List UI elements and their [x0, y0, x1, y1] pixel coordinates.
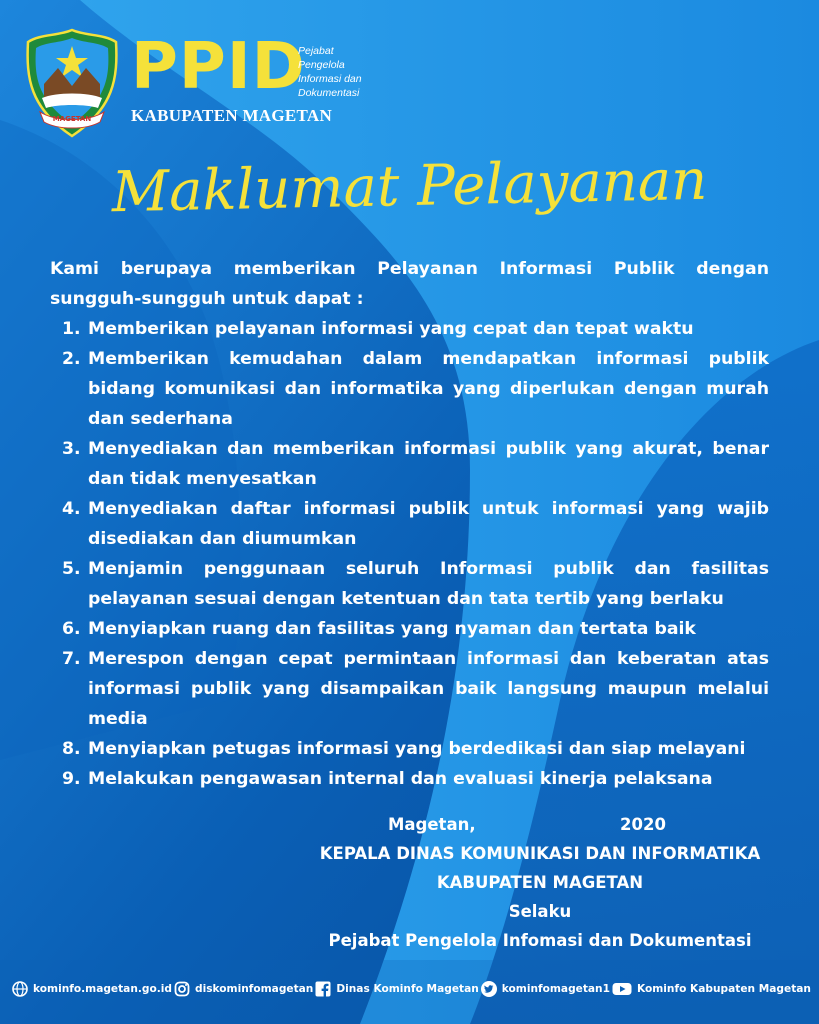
- list-item: 7. Merespon dengan cepat permintaan informasi dan keberatan atas informasi publik yang disampaikan baik langsung maupun melalui media: [62, 649, 769, 729]
- signature-block: [260, 810, 819, 955]
- service-list: [62, 314, 769, 794]
- list-item: 1. Memberikan pelayanan informasi yang cepat dan tepat waktu: [62, 319, 694, 339]
- list-item: 8. Menyiapkan petugas informasi yang berdedikasi dan siap melayani: [62, 739, 746, 759]
- youtube-icon: [612, 981, 632, 997]
- footer-instagram[interactable]: diskominfomagetan: [174, 981, 313, 997]
- twitter-icon: [481, 981, 497, 997]
- ppid-subtitle: Pejabat Pengelola Informasi dan Dokumentasi: [298, 45, 362, 99]
- svg-text:MAGETAN: MAGETAN: [52, 115, 92, 123]
- social-footer: [12, 979, 811, 999]
- list-item: 2. Memberikan kemudahan dalam mendapatkan informasi publik bidang komunikasi dan informatika yang diperlukan dengan murah dan sederhana: [62, 349, 769, 429]
- signature-year: 2020: [620, 815, 666, 834]
- globe-icon: [12, 981, 28, 997]
- magetan-emblem: [26, 28, 118, 138]
- list-item: 5. Menjamin penggunaan seluruh Informasi publik dan fasilitas pelayanan sesuai dengan ketentuan dan tata tertib yang berlaku: [62, 559, 769, 609]
- footer-website[interactable]: kominfo.magetan.go.id: [12, 981, 172, 997]
- list-item: 3. Menyediakan dan memberikan informasi publik yang akurat, benar dan tidak menyesatkan: [62, 439, 769, 489]
- place-date: [260, 810, 819, 839]
- signature-role: Pejabat Pengelola Infomasi dan Dokumentasi: [328, 931, 752, 950]
- region-name: KABUPATEN MAGETAN: [131, 106, 333, 125]
- page-title: Maklumat Pelayanan: [111, 147, 708, 226]
- signature-as: Selaku: [508, 902, 572, 921]
- signature-place: Magetan,: [388, 815, 476, 834]
- list-item: 6. Menyiapkan ruang dan fasilitas yang nyaman dan tertata baik: [62, 619, 696, 639]
- facebook-icon: [315, 981, 331, 997]
- signature-office: KEPALA DINAS KOMUNIKASI DAN INFORMATIKA: [319, 844, 761, 863]
- footer-twitter[interactable]: kominfomagetan1: [481, 981, 610, 997]
- footer-youtube[interactable]: Kominfo Kabupaten Magetan: [612, 981, 811, 997]
- list-item: 9. Melakukan pengawasan internal dan evaluasi kinerja pelaksana: [62, 769, 713, 789]
- list-item: 4. Menyediakan daftar informasi publik untuk informasi yang wajib disediakan dan diumumkan: [62, 499, 769, 549]
- instagram-icon: [174, 981, 190, 997]
- signature-region: KABUPATEN MAGETAN: [436, 873, 644, 892]
- intro-paragraph: Kami berupaya memberikan Pelayanan Informasi Publik dengan sungguh-sungguh untuk dapat :: [50, 259, 769, 309]
- footer-facebook[interactable]: Dinas Kominfo Magetan: [315, 981, 478, 997]
- ppid-logo-text: PPID: [131, 30, 306, 104]
